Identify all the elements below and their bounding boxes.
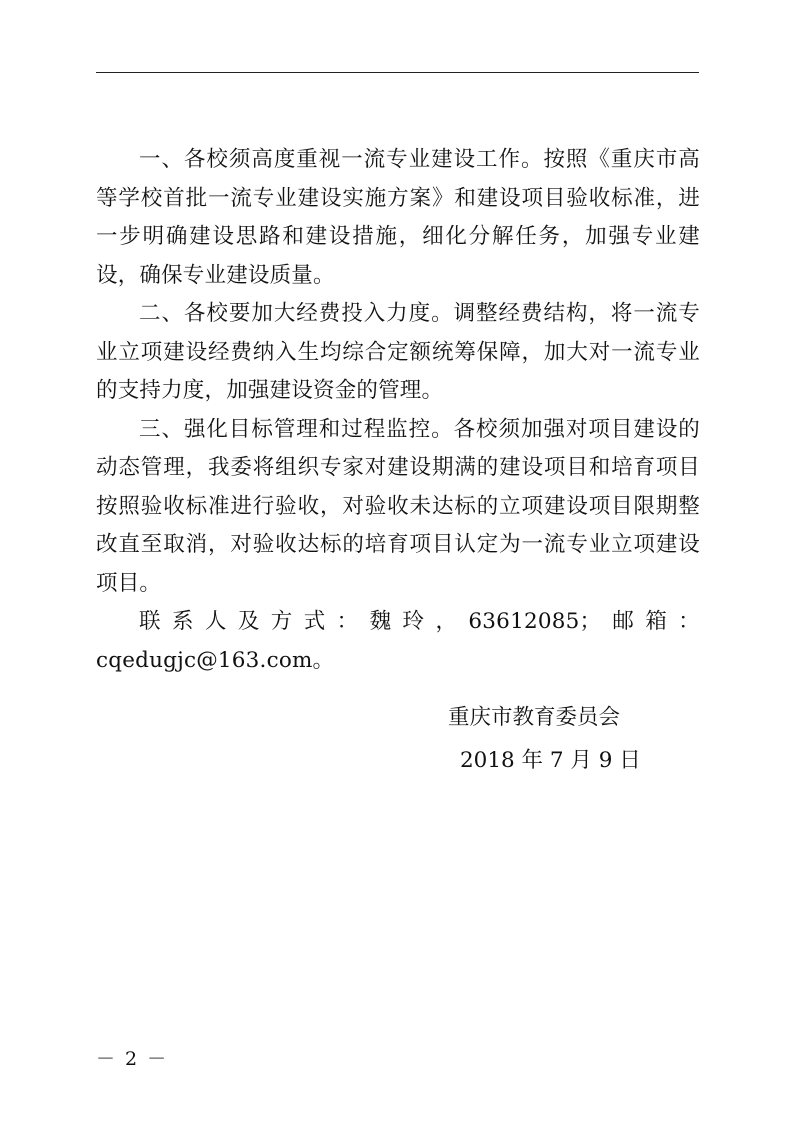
document-body: [96, 141, 700, 680]
paragraph-supervision: 三、强化目标管理和过程监控。各校须加强对项目建设的动态管理，我委将组织专家对建设期满的建设项目和培育项目按照验收标准进行验收，对验收未达标的立项建设项目限期整改直至取消，对验收达标的培育项目认定为一流专业立项建设项目。: [96, 416, 700, 596]
paragraph-contact: 联系人及方式：魏玲，63612085；邮箱：cqedugjc@163.com。: [96, 609, 700, 673]
issuing-organization: 重庆市教育委员会: [448, 705, 621, 730]
paragraph-funding: 二、各校要加大经费投入力度。调整经费结构，将一流专业立项建设经费纳入生均综合定额统筹保障，加大对一流专业的支持力度，加强建设资金的管理。: [96, 301, 700, 403]
paragraph-quality: 一、各校须高度重视一流专业建设工作。按照《重庆市高等学校首批一流专业建设实施方案》和建设项目验收标准，进一步明确建设思路和建设措施，细化分解任务，加强专业建设，确保专业建设质量。: [96, 147, 700, 288]
header-rule: [96, 72, 699, 73]
page-number: － 2 －: [96, 1048, 169, 1070]
issue-date: 2018 年 7 月 9 日: [460, 748, 641, 773]
